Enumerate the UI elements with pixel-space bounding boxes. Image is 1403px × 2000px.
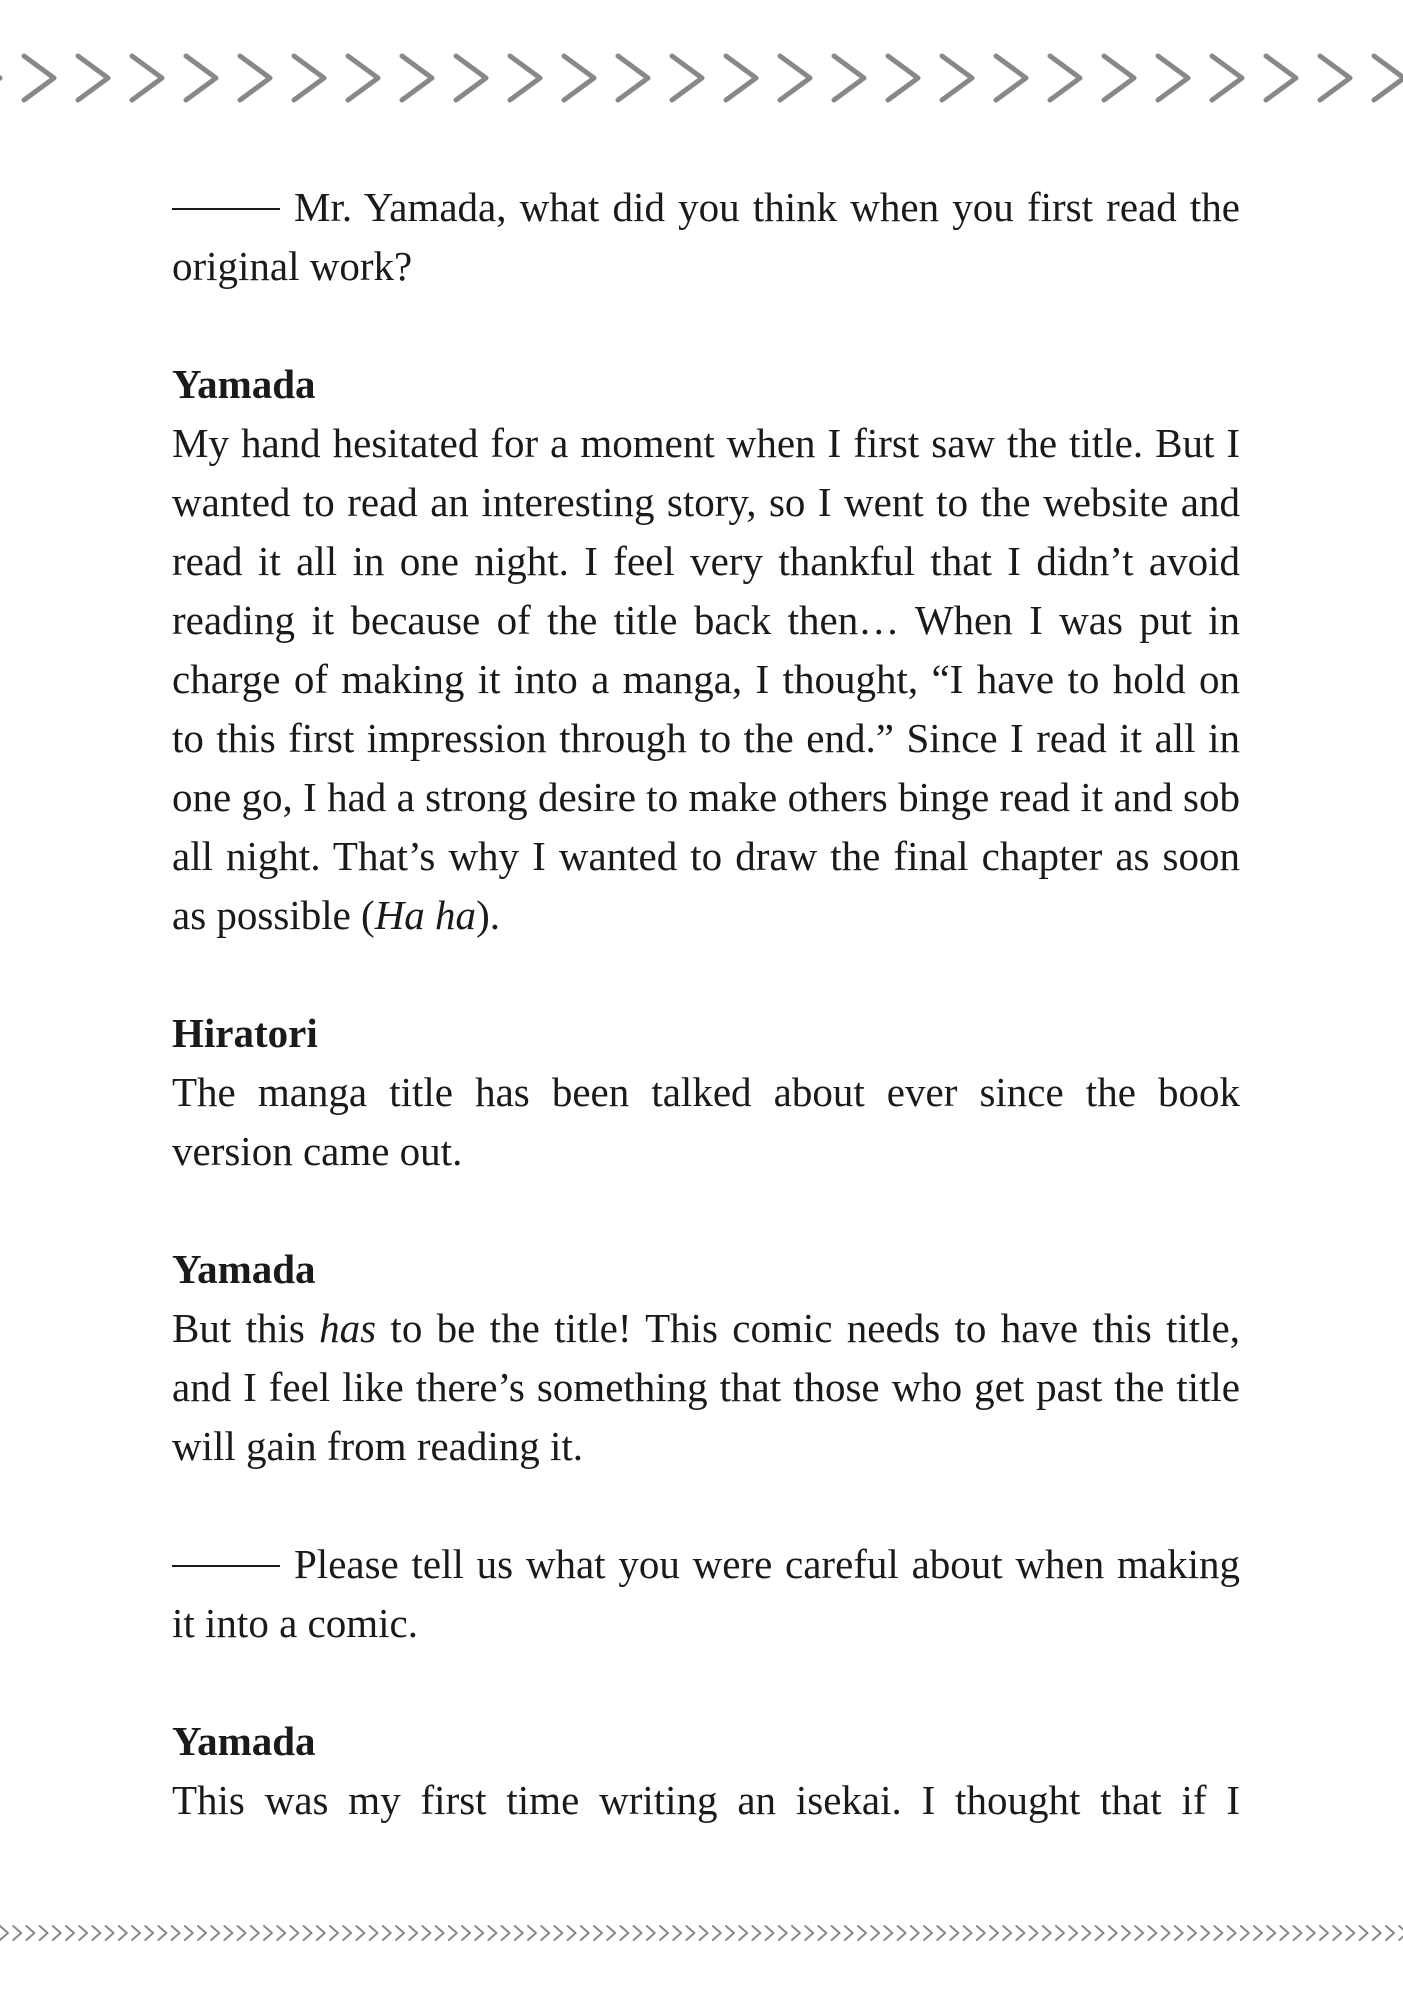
chevron-icon: [1043, 1926, 1051, 1940]
question-dash: [172, 1565, 280, 1567]
chevron-icon: [726, 56, 756, 100]
chevron-icon: [634, 1926, 642, 1940]
chevron-icon: [911, 1926, 919, 1940]
chevron-icon: [779, 1926, 787, 1940]
chevron-icon: [186, 56, 216, 100]
chevron-icon: [1266, 56, 1296, 100]
chevron-icon: [488, 1926, 496, 1940]
chevron-icon: [964, 1926, 972, 1940]
chevron-icon: [1135, 1926, 1143, 1940]
chevron-icon: [541, 1926, 549, 1940]
chevron-icon: [502, 1926, 510, 1940]
chevron-icon: [172, 1926, 180, 1940]
chevron-icon: [370, 1926, 378, 1940]
chevron-icon: [1056, 1926, 1064, 1940]
chevron-icon: [607, 1926, 615, 1940]
chevron-icon: [792, 1926, 800, 1940]
chevron-icon: [834, 56, 864, 100]
chevron-icon: [647, 1926, 655, 1940]
speaker-text: This was my first time writing an isekai. I thought that if I: [172, 1777, 1240, 1823]
chevron-icon: [348, 56, 378, 100]
top-chevron-border: [0, 38, 1403, 118]
chevron-icon: [294, 56, 324, 100]
question-text: Mr. Yamada, what did you think when you first read the original work?: [172, 184, 1240, 289]
chevron-icon: [818, 1926, 826, 1940]
chevron-icon: [1374, 56, 1403, 100]
chevron-icon: [40, 1926, 48, 1940]
chevron-icon: [1320, 56, 1350, 100]
chevron-icon: [119, 1926, 127, 1940]
chevron-icon: [1386, 1926, 1394, 1940]
italic-text: Ha ha: [374, 892, 477, 938]
chevron-icon: [356, 1926, 364, 1940]
chevron-icon: [554, 1926, 562, 1940]
speaker-block: [172, 355, 1240, 945]
interview-question: [172, 1535, 1240, 1653]
chevron-icon: [1267, 1926, 1275, 1940]
bottom-chevron-border: [0, 1918, 1403, 1948]
chevron-icon: [1030, 1926, 1038, 1940]
chevron-icon: [990, 1926, 998, 1940]
chevron-icon: [937, 1926, 945, 1940]
chevron-icon: [845, 1926, 853, 1940]
chevron-icon: [24, 56, 54, 100]
chevron-icon: [686, 1926, 694, 1940]
chevron-icon: [1333, 1926, 1341, 1940]
chevron-icon: [185, 1926, 193, 1940]
chevron-icon: [515, 1926, 523, 1940]
speaker-name: Yamada: [172, 361, 316, 407]
chevron-icon: [888, 56, 918, 100]
chevron-border-icon: [0, 38, 1403, 118]
chevron-icon: [780, 56, 810, 100]
chevron-icon: [240, 56, 270, 100]
chevron-icon: [462, 1926, 470, 1940]
chevron-icon: [13, 1926, 21, 1940]
chevron-icon: [752, 1926, 760, 1940]
chevron-icon: [106, 1926, 114, 1940]
chevron-icon: [78, 56, 108, 100]
speaker-block: [172, 1004, 1240, 1181]
italic-text: has: [319, 1305, 377, 1351]
chevron-icon: [0, 1926, 8, 1940]
chevron-icon: [1346, 1926, 1354, 1940]
speaker-name: Hiratori: [172, 1010, 318, 1056]
chevron-icon: [317, 1926, 325, 1940]
chevron-icon: [251, 1926, 259, 1940]
chevron-icon: [1003, 1926, 1011, 1940]
chevron-icon: [726, 1926, 734, 1940]
chevron-icon: [1399, 1926, 1403, 1940]
chevron-icon: [1241, 1926, 1249, 1940]
chevron-icon: [528, 1926, 536, 1940]
chevron-icon: [402, 56, 432, 100]
chevron-icon: [739, 1926, 747, 1940]
chevron-icon: [1294, 1926, 1302, 1940]
interview-body: [172, 178, 1240, 1889]
interview-question: [172, 178, 1240, 296]
question-text: Please tell us what you were careful about when making it into a comic.: [172, 1541, 1240, 1646]
chevron-icon: [884, 1926, 892, 1940]
chevron-icon: [92, 1926, 100, 1940]
chevron-icon: [383, 1926, 391, 1940]
chevron-icon: [581, 1926, 589, 1940]
chevron-icon: [1069, 1926, 1077, 1940]
speaker-block: [172, 1240, 1240, 1476]
chevron-icon: [564, 56, 594, 100]
chevron-icon: [1096, 1926, 1104, 1940]
chevron-icon: [1212, 56, 1242, 100]
chevron-icon: [1016, 1926, 1024, 1940]
speaker-text: My hand hesitated for a moment when I first saw the title. But I wanted to read an interesting story, so I went to the website and read it all in one night. I feel very thankful that I didn’t avoid reading it because of the title back then… When I was put in charge of making it into a manga, I thought, “I have to hold on to this first impression through to the end.” Since I read it all in one go, I had a strong desire to make others binge read it and sob all night. That’s why I wanted to draw the final chapter as soon as possible (Ha ha).: [172, 420, 1240, 938]
chevron-icon: [1254, 1926, 1262, 1940]
chevron-icon: [660, 1926, 668, 1940]
chevron-icon: [436, 1926, 444, 1940]
chevron-icon: [1201, 1926, 1209, 1940]
chevron-icon: [1104, 56, 1134, 100]
chevron-icon: [145, 1926, 153, 1940]
chevron-icon: [871, 1926, 879, 1940]
chevron-icon: [277, 1926, 285, 1940]
chevron-icon: [132, 1926, 140, 1940]
chevron-icon: [475, 1926, 483, 1940]
chevron-icon: [1050, 56, 1080, 100]
chevron-icon: [224, 1926, 232, 1940]
chevron-icon: [396, 1926, 404, 1940]
chevron-icon: [26, 1926, 34, 1940]
speaker-text: The manga title has been talked about ever since the book version came out.: [172, 1069, 1240, 1174]
chevron-icon: [290, 1926, 298, 1940]
chevron-icon: [1307, 1926, 1315, 1940]
chevron-icon: [330, 1926, 338, 1940]
chevron-icon: [1082, 1926, 1090, 1940]
chevron-icon: [198, 1926, 206, 1940]
chevron-icon: [1228, 1926, 1236, 1940]
chevron-icon: [568, 1926, 576, 1940]
chevron-icon: [832, 1926, 840, 1940]
chevron-icon: [1373, 1926, 1381, 1940]
speaker-name: Yamada: [172, 1718, 316, 1764]
chevron-icon: [1122, 1926, 1130, 1940]
chevron-icon: [1175, 1926, 1183, 1940]
chevron-icon: [942, 56, 972, 100]
chevron-icon: [1360, 1926, 1368, 1940]
chevron-icon: [238, 1926, 246, 1940]
chevron-icon: [409, 1926, 417, 1940]
chevron-icon: [950, 1926, 958, 1940]
chevron-icon: [1148, 1926, 1156, 1940]
chevron-icon: [304, 1926, 312, 1940]
chevron-icon: [858, 1926, 866, 1940]
speaker-block: [172, 1712, 1240, 1830]
chevron-icon: [898, 1926, 906, 1940]
chevron-icon: [805, 1926, 813, 1940]
chevron-icon: [1280, 1926, 1288, 1940]
chevron-icon: [713, 1926, 721, 1940]
chevron-icon: [456, 56, 486, 100]
chevron-icon: [672, 56, 702, 100]
chevron-icon: [996, 56, 1026, 100]
chevron-icon: [343, 1926, 351, 1940]
chevron-icon: [1320, 1926, 1328, 1940]
chevron-icon: [620, 1926, 628, 1940]
question-dash: [172, 208, 280, 210]
chevron-icon: [510, 56, 540, 100]
chevron-icon: [1188, 1926, 1196, 1940]
chevron-border-icon: [0, 1918, 1403, 1948]
chevron-icon: [66, 1926, 74, 1940]
chevron-icon: [132, 56, 162, 100]
chevron-icon: [766, 1926, 774, 1940]
chevron-icon: [1109, 1926, 1117, 1940]
speaker-text: But this has to be the title! This comic needs to have this title, and I feel like there’s something that those who get past the title will gain from reading it.: [172, 1305, 1241, 1469]
chevron-icon: [924, 1926, 932, 1940]
chevron-icon: [422, 1926, 430, 1940]
chevron-icon: [700, 1926, 708, 1940]
chevron-icon: [594, 1926, 602, 1940]
chevron-icon: [618, 56, 648, 100]
chevron-icon: [1162, 1926, 1170, 1940]
chevron-icon: [449, 1926, 457, 1940]
chevron-icon: [79, 1926, 87, 1940]
chevron-icon: [158, 1926, 166, 1940]
chevron-icon: [1214, 1926, 1222, 1940]
speaker-name: Yamada: [172, 1246, 316, 1292]
chevron-icon: [211, 1926, 219, 1940]
chevron-icon: [977, 1926, 985, 1940]
chevron-icon: [53, 1926, 61, 1940]
chevron-icon: [1158, 56, 1188, 100]
chevron-icon: [264, 1926, 272, 1940]
chevron-icon: [673, 1926, 681, 1940]
